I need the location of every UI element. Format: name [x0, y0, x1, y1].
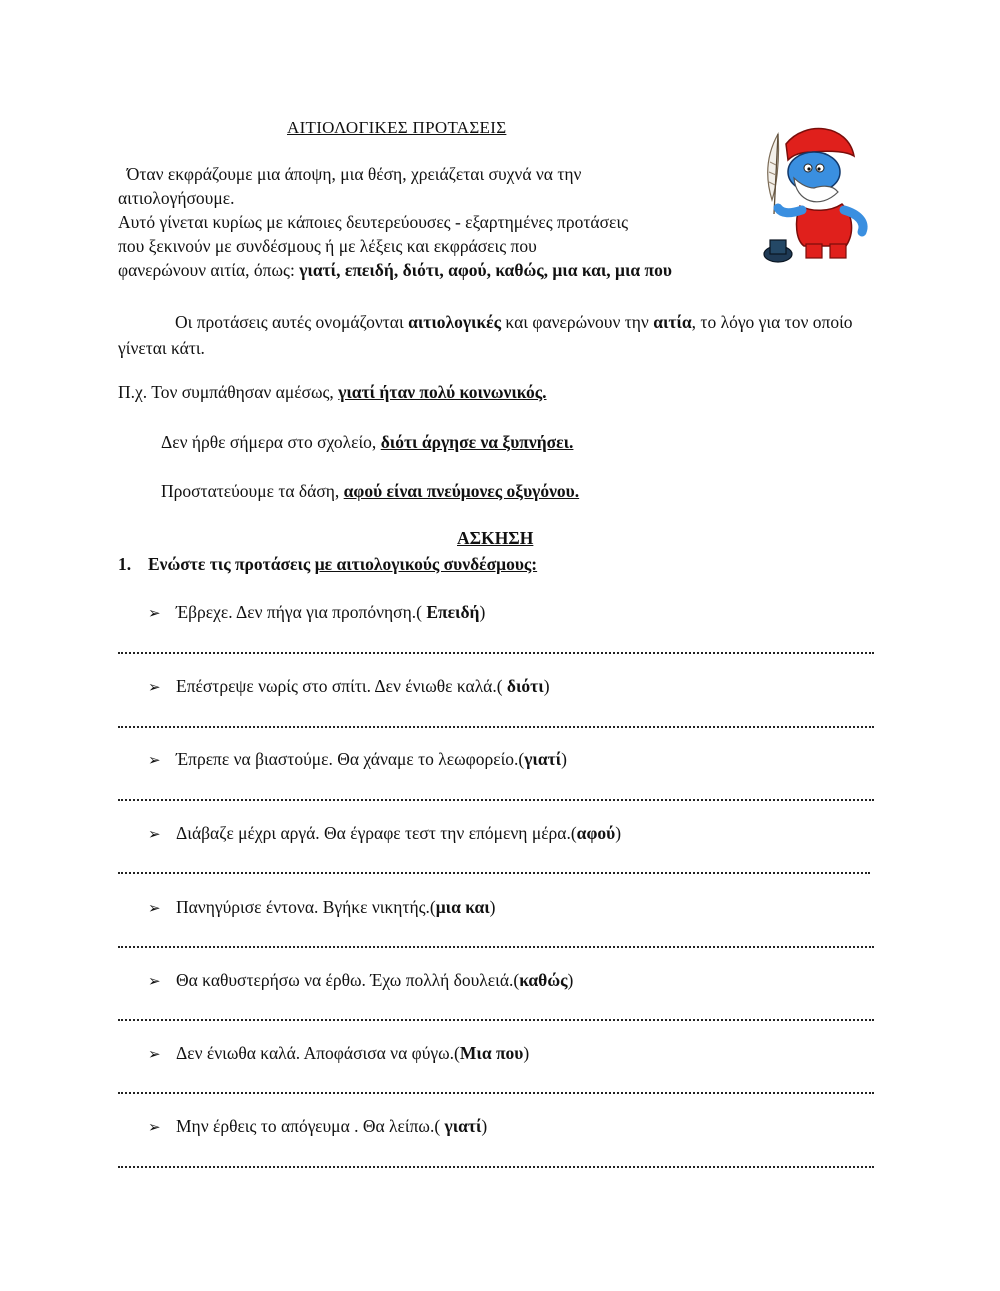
- answer-line[interactable]: [118, 872, 870, 874]
- causal-clause: γιατί ήταν πολύ κοινωνικός.: [338, 382, 547, 402]
- answer-line[interactable]: [118, 1166, 874, 1168]
- answer-line[interactable]: [118, 1019, 874, 1021]
- conjunction-list: γιατί, επειδή, διότι, αφού, καθώς, μια και, μια που: [299, 260, 672, 280]
- answer-line[interactable]: [118, 946, 874, 948]
- exercise-item: ➢ Πανηγύρισε έντονα. Βγήκε νικητής.(μια και): [148, 897, 496, 917]
- intro-line: αιτιολογήσουμε.: [118, 188, 235, 208]
- page-title: ΑΙΤΙΟΛΟΓΙΚΕΣ ΠΡΟΤΑΣΕΙΣ: [287, 118, 507, 137]
- arrow-bullet-icon: ➢: [148, 1118, 161, 1136]
- exercise-heading: ΑΣΚΗΣΗ: [457, 528, 534, 548]
- arrow-bullet-icon: ➢: [148, 972, 161, 990]
- intro-text: [118, 162, 808, 282]
- arrow-bullet-icon: ➢: [148, 751, 161, 769]
- answer-line[interactable]: [118, 652, 874, 654]
- example-sentence: Π.χ. Τον συμπάθησαν αμέσως, γιατί ήταν πολύ κοινωνικός.: [118, 382, 547, 402]
- answer-line[interactable]: [118, 799, 874, 801]
- intro-line: φανερώνουν αιτία, όπως: γιατί, επειδή, διότι, αφού, καθώς, μια και, μια που: [118, 260, 672, 280]
- smurf-writing-with-quill-icon: [750, 122, 875, 272]
- causal-clause: αφού είναι πνεύμονες οξυγόνου.: [343, 481, 580, 501]
- exercise-item: ➢ Έβρεχε. Δεν πήγα για προπόνηση.( Επειδή): [148, 602, 486, 622]
- definition-paragraph: Οι προτάσεις αυτές ονομάζονται αιτιολογικές και φανερώνουν την αιτία, το λόγο για τον οποίο γίνεται κάτι.: [118, 312, 853, 358]
- example-sentence: Προστατεύουμε τα δάση, αφού είναι πνεύμονες οξυγόνου.: [161, 481, 580, 501]
- example-sentence: Δεν ήρθε σήμερα στο σχολείο, διότι άργησε να ξυπνήσει.: [161, 432, 574, 452]
- arrow-bullet-icon: ➢: [148, 678, 161, 696]
- arrow-bullet-icon: ➢: [148, 1045, 161, 1063]
- arrow-bullet-icon: ➢: [148, 899, 161, 917]
- arrow-bullet-icon: ➢: [148, 825, 161, 843]
- intro-line: Αυτό γίνεται κυρίως με κάποιες δευτερεύουσες - εξαρτημένες προτάσεις: [118, 212, 628, 232]
- exercise-instruction: 1. Ενώστε τις προτάσεις με αιτιολογικούς συνδέσμους:: [118, 554, 538, 574]
- answer-line[interactable]: [118, 1092, 874, 1094]
- intro-line: Όταν εκφράζουμε μια άποψη, μια θέση, χρειάζεται συχνά να την: [126, 164, 582, 184]
- arrow-bullet-icon: ➢: [148, 604, 161, 622]
- exercise-item: ➢ Επέστρεψε νωρίς στο σπίτι. Δεν ένιωθε καλά.( διότι): [148, 676, 550, 696]
- exercise-item: ➢ Μην έρθεις το απόγευμα . Θα λείπω.( γιατί): [148, 1116, 488, 1136]
- exercise-item: ➢ Θα καθυστερήσω να έρθω. Έχω πολλή δουλειά.(καθώς): [148, 970, 574, 990]
- answer-line[interactable]: [118, 726, 874, 728]
- exercise-item: ➢ Δεν ένιωθα καλά. Αποφάσισα να φύγω.(Μια που): [148, 1043, 530, 1063]
- causal-clause: διότι άργησε να ξυπνήσει.: [380, 432, 574, 452]
- exercise-item: ➢ Έπρεπε να βιαστούμε. Θα χάναμε το λεωφορείο.(γιατί): [148, 749, 567, 769]
- exercise-item: ➢ Διάβαζε μέχρι αργά. Θα έγραφε τεστ την επόμενη μέρα.(αφού): [148, 823, 622, 843]
- intro-line: που ξεκινούν με συνδέσμους ή με λέξεις και εκφράσεις που: [118, 236, 537, 256]
